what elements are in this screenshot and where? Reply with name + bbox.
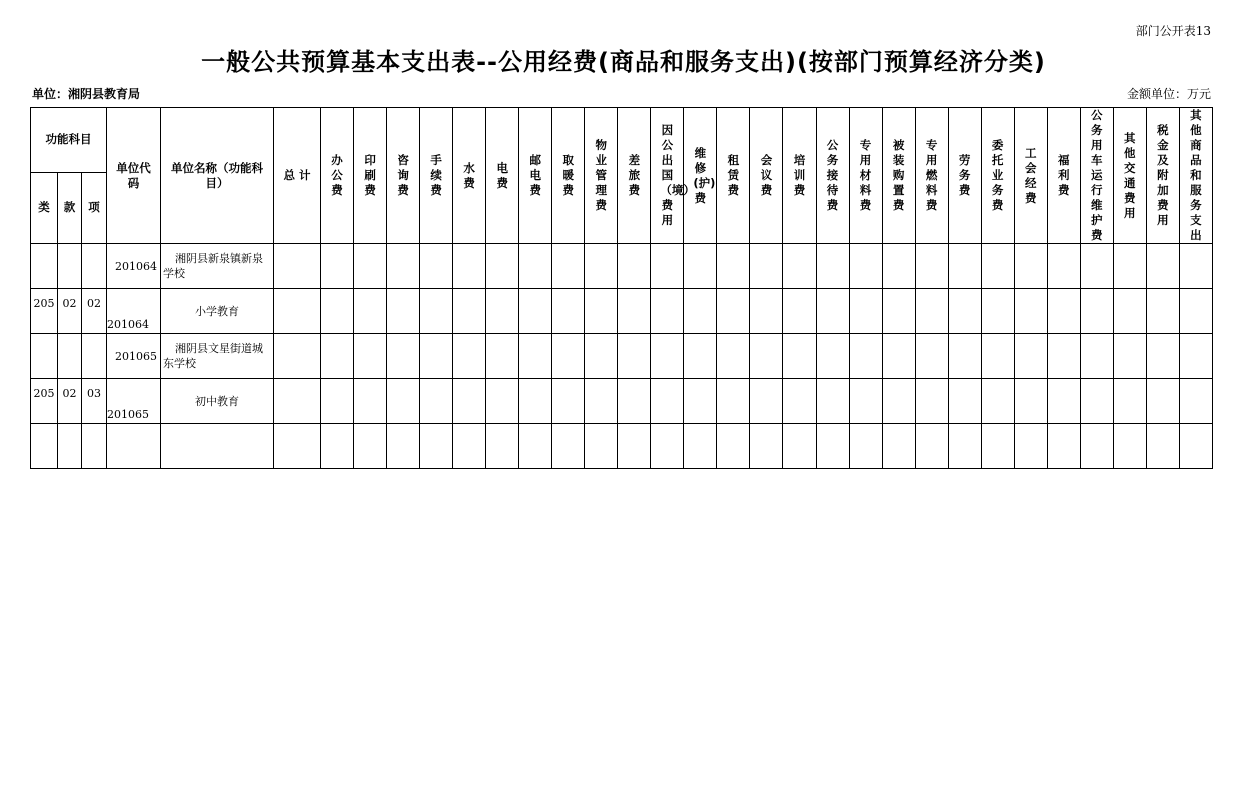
- unit-code-cell: [107, 424, 161, 469]
- expense-column-header: 劳务费: [948, 108, 981, 244]
- expense-value-cell: [1014, 424, 1047, 469]
- expense-value-cell: [585, 334, 618, 379]
- expense-value-cell: [882, 379, 915, 424]
- table-row: [31, 379, 1213, 424]
- expense-value-cell: [717, 334, 750, 379]
- expense-value-cell: [684, 334, 717, 379]
- expense-value-cell: [915, 379, 948, 424]
- total-cell: [274, 424, 321, 469]
- expense-value-cell: [552, 289, 585, 334]
- total-cell: [274, 244, 321, 289]
- total-cell: [274, 379, 321, 424]
- expense-column-header: 培训费: [783, 108, 816, 244]
- unit-code-header: 单位代码: [107, 108, 161, 244]
- section-cell: [58, 334, 82, 379]
- expense-value-cell: [1047, 424, 1080, 469]
- expense-value-cell: [948, 379, 981, 424]
- unit-code-cell: 201064: [107, 244, 161, 289]
- expense-value-cell: [420, 379, 453, 424]
- expense-value-cell: [948, 289, 981, 334]
- expense-column-header: 福利费: [1047, 108, 1080, 244]
- expense-value-cell: [1146, 424, 1179, 469]
- expense-value-cell: [321, 334, 354, 379]
- unit-label: 单位：湘阴县教育局: [32, 87, 141, 101]
- expense-value-cell: [783, 424, 816, 469]
- expense-value-cell: [585, 244, 618, 289]
- expense-value-cell: [519, 379, 552, 424]
- expense-column-header: 手续费: [420, 108, 453, 244]
- class-header: 类: [31, 172, 58, 243]
- expense-value-cell: [981, 379, 1014, 424]
- expense-value-cell: [1014, 289, 1047, 334]
- expense-value-cell: [1146, 244, 1179, 289]
- expense-value-cell: [981, 334, 1014, 379]
- expense-column-header: 其他商品和服务支出: [1179, 108, 1212, 244]
- expense-value-cell: [981, 244, 1014, 289]
- expense-value-cell: [420, 334, 453, 379]
- expense-value-cell: [915, 424, 948, 469]
- expense-column-header: 差旅费: [618, 108, 651, 244]
- expense-column-header: 专用燃料费: [915, 108, 948, 244]
- expense-value-cell: [618, 379, 651, 424]
- class-cell: [31, 334, 58, 379]
- unit-name-cell: 小学教育: [161, 289, 274, 334]
- expense-value-cell: [816, 289, 849, 334]
- expense-value-cell: [453, 244, 486, 289]
- expense-value-cell: [717, 424, 750, 469]
- expense-value-cell: [552, 379, 585, 424]
- expense-column-header: 维修(护)费: [684, 108, 717, 244]
- unit-name-header: 单位名称（功能科目）: [161, 108, 274, 244]
- expense-column-header: 办公费: [321, 108, 354, 244]
- expense-value-cell: [585, 289, 618, 334]
- expense-column-header: 公务用车运行维护费: [1080, 108, 1113, 244]
- table-row: [31, 424, 1213, 469]
- expense-value-cell: [948, 334, 981, 379]
- expense-value-cell: [387, 424, 420, 469]
- expense-value-cell: [1047, 379, 1080, 424]
- expense-value-cell: [849, 334, 882, 379]
- expense-value-cell: [750, 244, 783, 289]
- expense-value-cell: [1146, 289, 1179, 334]
- unit-name-cell: 湘阴县文星街道城东学校: [161, 334, 274, 379]
- expense-value-cell: [849, 289, 882, 334]
- class-cell: [31, 244, 58, 289]
- section-cell: 02: [58, 289, 82, 334]
- expense-column-header: 印刷费: [354, 108, 387, 244]
- expense-value-cell: [981, 289, 1014, 334]
- expense-value-cell: [717, 244, 750, 289]
- expense-value-cell: [1080, 289, 1113, 334]
- expense-value-cell: [486, 379, 519, 424]
- expense-value-cell: [1014, 244, 1047, 289]
- expense-value-cell: [519, 334, 552, 379]
- expense-value-cell: [552, 424, 585, 469]
- expense-value-cell: [849, 379, 882, 424]
- expense-value-cell: [783, 379, 816, 424]
- expense-value-cell: [1047, 334, 1080, 379]
- expense-value-cell: [1113, 379, 1146, 424]
- expense-value-cell: [519, 244, 552, 289]
- expense-column-header: 委托业务费: [981, 108, 1014, 244]
- expense-value-cell: [783, 334, 816, 379]
- total-header: 总 计: [274, 108, 321, 244]
- expense-value-cell: [717, 379, 750, 424]
- expense-value-cell: [882, 244, 915, 289]
- unit-code-cell: 201065: [107, 379, 161, 424]
- expense-value-cell: [420, 424, 453, 469]
- expense-value-cell: [453, 379, 486, 424]
- expense-value-cell: [420, 244, 453, 289]
- expense-value-cell: [1047, 244, 1080, 289]
- expense-value-cell: [453, 289, 486, 334]
- expense-value-cell: [552, 244, 585, 289]
- expense-value-cell: [651, 424, 684, 469]
- expense-column-header: 被装购置费: [882, 108, 915, 244]
- function-subject-header: 功能科目: [31, 108, 107, 173]
- total-cell: [274, 334, 321, 379]
- class-cell: 205: [31, 289, 58, 334]
- expense-value-cell: [783, 244, 816, 289]
- expense-column-header: 工会经费: [1014, 108, 1047, 244]
- expense-value-cell: [519, 424, 552, 469]
- expense-value-cell: [684, 244, 717, 289]
- expense-value-cell: [816, 424, 849, 469]
- expense-value-cell: [849, 244, 882, 289]
- expense-column-header: 邮电费: [519, 108, 552, 244]
- expense-value-cell: [321, 424, 354, 469]
- unit-name-cell: 初中教育: [161, 379, 274, 424]
- expense-value-cell: [651, 244, 684, 289]
- expense-value-cell: [321, 244, 354, 289]
- expense-value-cell: [519, 289, 552, 334]
- class-cell: 205: [31, 379, 58, 424]
- expense-value-cell: [585, 379, 618, 424]
- expense-value-cell: [981, 424, 1014, 469]
- expense-value-cell: [1179, 334, 1212, 379]
- expense-value-cell: [486, 424, 519, 469]
- expense-value-cell: [882, 334, 915, 379]
- expense-column-header: 租赁费: [717, 108, 750, 244]
- expense-value-cell: [1080, 334, 1113, 379]
- expense-value-cell: [486, 334, 519, 379]
- expense-value-cell: [717, 289, 750, 334]
- expense-value-cell: [948, 424, 981, 469]
- expense-value-cell: [354, 334, 387, 379]
- expense-value-cell: [816, 379, 849, 424]
- section-header: 款: [58, 172, 82, 243]
- expense-value-cell: [387, 289, 420, 334]
- unit-name-cell: [161, 424, 274, 469]
- total-cell: [274, 289, 321, 334]
- expense-column-header: 因公出国（境）费用: [651, 108, 684, 244]
- expense-value-cell: [750, 424, 783, 469]
- table-row: [31, 244, 1213, 289]
- expense-value-cell: [618, 289, 651, 334]
- expense-value-cell: [1080, 379, 1113, 424]
- unit-code-cell: 201064: [107, 289, 161, 334]
- section-cell: [58, 244, 82, 289]
- item-cell: 02: [82, 289, 107, 334]
- expense-value-cell: [651, 379, 684, 424]
- expense-value-cell: [651, 334, 684, 379]
- expense-value-cell: [1146, 334, 1179, 379]
- expense-column-header: 会议费: [750, 108, 783, 244]
- expense-column-header: 咨询费: [387, 108, 420, 244]
- expense-value-cell: [585, 424, 618, 469]
- expense-column-header: 其他交通费用: [1113, 108, 1146, 244]
- expense-value-cell: [387, 379, 420, 424]
- expense-value-cell: [1080, 244, 1113, 289]
- expense-value-cell: [948, 244, 981, 289]
- class-cell: [31, 424, 58, 469]
- expense-column-header: 公务接待费: [816, 108, 849, 244]
- expense-value-cell: [750, 334, 783, 379]
- expense-column-header: 水费: [453, 108, 486, 244]
- expense-value-cell: [1047, 289, 1080, 334]
- expense-value-cell: [849, 424, 882, 469]
- expense-value-cell: [387, 334, 420, 379]
- expense-value-cell: [915, 289, 948, 334]
- budget-table: [30, 107, 1213, 469]
- expense-column-header: 取暖费: [552, 108, 585, 244]
- expense-value-cell: [915, 334, 948, 379]
- table-body: [31, 244, 1213, 469]
- expense-column-header: 物业管理费: [585, 108, 618, 244]
- expense-value-cell: [552, 334, 585, 379]
- expense-value-cell: [1179, 379, 1212, 424]
- item-cell: 03: [82, 379, 107, 424]
- section-cell: 02: [58, 379, 82, 424]
- item-cell: [82, 424, 107, 469]
- expense-value-cell: [1179, 244, 1212, 289]
- unit-name-cell: 湘阴县新泉镇新泉学校: [161, 244, 274, 289]
- expense-value-cell: [816, 334, 849, 379]
- expense-value-cell: [882, 424, 915, 469]
- page-title: 一般公共预算基本支出表--公用经费(商品和服务支出)(按部门预算经济分类): [201, 48, 1046, 76]
- amount-unit-label: 金额单位：万元: [1126, 87, 1211, 101]
- expense-value-cell: [750, 289, 783, 334]
- expense-value-cell: [354, 379, 387, 424]
- section-cell: [58, 424, 82, 469]
- expense-column-header: 专用材料费: [849, 108, 882, 244]
- expense-value-cell: [354, 289, 387, 334]
- expense-value-cell: [750, 379, 783, 424]
- expense-value-cell: [618, 334, 651, 379]
- table-number-label: 部门公开表13: [1135, 24, 1211, 38]
- table-row: [31, 334, 1213, 379]
- expense-column-header: 电费: [486, 108, 519, 244]
- expense-value-cell: [354, 244, 387, 289]
- expense-value-cell: [453, 334, 486, 379]
- expense-value-cell: [1179, 424, 1212, 469]
- expense-value-cell: [486, 244, 519, 289]
- table-row: [31, 289, 1213, 334]
- expense-value-cell: [354, 424, 387, 469]
- expense-value-cell: [1014, 379, 1047, 424]
- expense-column-header: 税金及附加费用: [1146, 108, 1179, 244]
- expense-value-cell: [1146, 379, 1179, 424]
- expense-value-cell: [684, 379, 717, 424]
- expense-value-cell: [651, 289, 684, 334]
- expense-value-cell: [321, 289, 354, 334]
- expense-value-cell: [1113, 424, 1146, 469]
- expense-value-cell: [420, 289, 453, 334]
- item-cell: [82, 244, 107, 289]
- item-header: 项: [82, 172, 107, 243]
- expense-value-cell: [684, 424, 717, 469]
- expense-value-cell: [684, 289, 717, 334]
- expense-value-cell: [1113, 334, 1146, 379]
- expense-value-cell: [1113, 289, 1146, 334]
- expense-value-cell: [1080, 424, 1113, 469]
- expense-value-cell: [882, 289, 915, 334]
- expense-value-cell: [618, 244, 651, 289]
- expense-value-cell: [486, 289, 519, 334]
- item-cell: [82, 334, 107, 379]
- expense-value-cell: [1113, 244, 1146, 289]
- expense-value-cell: [915, 244, 948, 289]
- unit-code-cell: 201065: [107, 334, 161, 379]
- expense-value-cell: [453, 424, 486, 469]
- expense-value-cell: [321, 379, 354, 424]
- expense-value-cell: [816, 244, 849, 289]
- expense-value-cell: [783, 289, 816, 334]
- expense-value-cell: [618, 424, 651, 469]
- expense-value-cell: [1179, 289, 1212, 334]
- expense-value-cell: [387, 244, 420, 289]
- expense-value-cell: [1014, 334, 1047, 379]
